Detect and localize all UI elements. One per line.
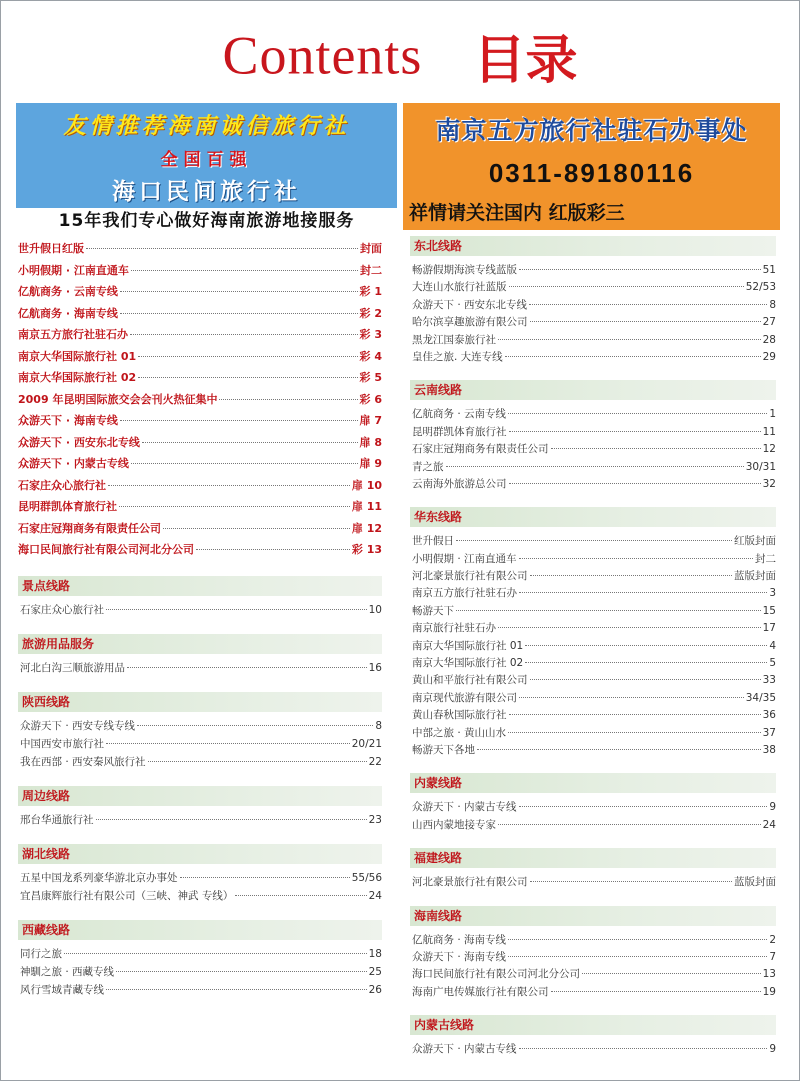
dot-leader [509,483,761,484]
dot-leader [508,939,767,940]
dot-leader [509,431,761,432]
toc-entry[interactable] [18,305,382,327]
dot-leader [127,667,367,668]
entry-page: 24 [368,889,382,902]
dot-leader [120,420,358,421]
dot-leader [64,953,367,954]
entry-name: 石家庄冠翔商务有限责任公司 [18,521,161,535]
toc-entry[interactable] [410,551,776,568]
toc-entry[interactable] [410,459,776,476]
dot-leader [530,575,733,576]
entry-name: 石家庄众心旅行社 [18,478,106,492]
route-section [18,786,382,830]
entry-page: 20/21 [351,737,382,750]
toc-entry[interactable] [410,1041,776,1058]
toc-entry[interactable] [18,326,382,348]
entry-name: 海口民间旅行社有限公司河北分公司 [412,968,580,981]
toc-entry[interactable] [18,812,382,830]
entry-name: 海南广电传媒旅行社有限公司 [412,985,549,998]
entry-page: 扉 11 [351,500,382,513]
entry-page: 红版封面 [734,535,776,548]
entry-name: 亿航商务 · 云南专线 [18,285,118,298]
section-list [18,602,382,620]
entry-name: 畅游天下 [412,604,454,617]
toc-entry[interactable] [410,672,776,689]
dot-leader [525,662,767,663]
section-list [410,932,776,1002]
dot-leader [456,610,761,611]
section-list [18,870,382,906]
entry-name: 南京大华国际旅行社 01 [18,349,137,363]
dot-leader [119,506,350,507]
toc-entry[interactable] [410,314,776,331]
toc-entry[interactable] [18,283,382,305]
toc-entry[interactable] [410,817,776,834]
dot-leader [519,269,761,270]
banner-right-note: 祥情请关注国内 红版彩三 [409,202,625,224]
entry-name: 亿航商务 · 云南专线 [412,408,507,421]
entry-page: 彩 2 [359,306,382,320]
entry-page: 18 [368,947,382,960]
dot-leader [96,819,367,820]
toc-entry[interactable] [410,585,776,602]
route-section [18,634,382,678]
toc-entry[interactable] [410,349,776,366]
entry-page: 37 [762,726,776,739]
section-heading: 陕西线路 [18,692,382,712]
toc-entry[interactable] [410,874,776,891]
entry-name: 世升假日红版 [18,242,84,255]
toc-entry[interactable] [410,332,776,349]
toc-entry[interactable] [410,984,776,1001]
entry-page: 33 [762,674,776,687]
dot-leader [137,725,373,726]
entry-page: 10 [368,603,382,616]
dot-leader [120,291,358,292]
toc-entry[interactable] [410,742,776,759]
entry-name: 黄山和平旅行社有限公司 [412,674,528,687]
route-section [410,773,776,834]
toc-entry[interactable] [18,964,382,982]
entry-page: 34/35 [745,691,776,704]
banner-left-badge: 全国百强 [160,150,253,170]
toc-entry[interactable] [410,297,776,314]
dot-leader [498,339,761,340]
entry-name: 河北豪景旅行社有限公司 [412,570,528,583]
entry-page: 51 [762,264,776,276]
entry-name: 海口民间旅行社有限公司河北分公司 [18,543,194,556]
entry-name: 众游天下 · 西安专线专线 [20,719,136,732]
toc-entry[interactable] [18,982,382,1000]
toc-entry[interactable] [410,476,776,493]
dot-leader [142,442,358,443]
dot-leader [106,989,367,990]
entry-page: 8 [375,719,382,732]
entry-page: 9 [769,1043,776,1056]
toc-entry[interactable] [410,279,776,296]
section-list [410,1041,776,1058]
entry-page: 15 [762,604,776,617]
toc-entry[interactable] [410,620,776,637]
entry-name: 石家庄冠翔商务有限责任公司 [412,443,549,456]
dot-leader [519,592,767,593]
dot-leader [138,356,357,357]
dot-leader [509,714,761,715]
dot-leader [86,248,358,249]
entry-page: 封二 [755,552,776,565]
dot-leader [138,377,357,378]
entry-name: 亿航商务 · 海南专线 [18,306,118,320]
route-section [410,236,776,366]
section-heading: 福建线路 [410,848,776,868]
entry-name: 昆明群凯体育旅行社 [18,500,117,513]
entry-page: 扉 8 [359,435,382,449]
section-heading: 华东线路 [410,507,776,527]
title-zh: 目录 [473,31,578,91]
dot-leader [106,609,367,610]
toc-entry[interactable] [410,406,776,423]
toc-entry[interactable] [18,434,382,456]
section-list [18,946,382,1000]
entry-name: 众游天下 · 内蒙古专线 [18,457,129,470]
toc-entry[interactable] [410,949,776,966]
entry-name: 世升假日 [412,535,454,548]
section-list [18,660,382,678]
banner-right-title: 南京五方旅行社驻石办事处 [435,116,748,145]
entry-name: 山西内蒙地接专家 [412,818,496,831]
toc-entry[interactable] [410,690,776,707]
dot-leader [519,697,744,698]
toc-entry[interactable] [410,655,776,672]
entry-name: 石家庄众心旅行社 [20,603,104,616]
section-heading: 云南线路 [410,380,776,400]
entry-name: 我在西部 · 西安秦风旅行社 [20,755,146,768]
toc-entry[interactable] [410,533,776,550]
entry-name: 众游天下 · 西安东北专线 [18,435,140,449]
toc-entry[interactable] [18,348,382,370]
dot-leader [131,270,358,271]
toc-entry[interactable] [18,660,382,678]
entry-name: 邢台华通旅行社 [20,813,94,826]
route-section [18,692,382,772]
section-heading: 内蒙古线路 [410,1015,776,1035]
dot-leader [120,313,358,314]
entry-name: 河北白沟三顺旅游用品 [20,661,125,674]
entry-name: 黑龙江国泰旅行社 [412,333,496,346]
entry-page: 彩 6 [359,392,382,406]
entry-page: 16 [368,661,382,674]
toc-entry[interactable] [18,498,382,520]
entry-name: 河北豪景旅行社有限公司 [412,876,528,889]
entry-page: 25 [368,965,382,978]
entry-page: 5 [769,657,776,670]
entry-page: 11 [762,425,776,438]
featured-list [18,240,382,563]
entry-page: 2 [769,933,776,946]
entry-page: 29 [762,350,776,363]
section-heading: 东北线路 [410,236,776,256]
dot-leader [508,732,761,733]
dot-leader [235,895,366,896]
dot-leader [508,956,767,957]
entry-name: 众游天下 · 内蒙古专线 [412,801,517,814]
toc-entry[interactable] [410,799,776,816]
entry-page: 彩 5 [359,371,382,384]
entry-name: 南京大华国际旅行社 01 [412,639,524,652]
dot-leader [530,679,761,680]
entry-name: 南京五方旅行社驻石办 [412,587,517,600]
entry-page: 彩 1 [359,285,382,298]
toc-entry[interactable] [18,477,382,499]
toc-entry[interactable] [410,568,776,585]
entry-page: 扉 7 [359,414,382,427]
route-section [18,576,382,620]
toc-entry[interactable] [18,455,382,477]
route-section [18,920,382,1000]
dot-leader [508,413,767,414]
dot-leader [519,806,768,807]
dot-leader [509,286,744,287]
entry-name: 皇佳之旅. 大连专线 [412,350,503,363]
entry-name: 亿航商务 · 海南专线 [412,933,507,946]
entry-name: 众游天下 · 海南专线 [412,950,507,963]
banner-left-tagline: 15年我们专心做好海南旅游地接服务 [16,208,397,235]
toc-entry[interactable] [410,966,776,983]
entry-page: 24 [762,818,776,831]
entry-name: 2009 年昆明国际旅交会会刊火热征集中 [18,392,218,406]
section-list [410,533,776,759]
dot-leader [456,540,732,541]
entry-page: 扉 10 [351,478,382,492]
entry-page: 13 [762,968,776,981]
entry-name: 哈尔滨享趣旅游有限公司 [412,316,528,329]
dot-leader [551,448,761,449]
section-heading: 湖北线路 [18,844,382,864]
entry-page: 26 [368,983,382,996]
banner-left-agency-name: 海口民间旅行社 [112,179,301,205]
section-list [410,406,776,493]
entry-page: 28 [762,333,776,346]
entry-name: 南京现代旅游有限公司 [412,691,517,704]
toc-entry[interactable] [410,262,776,279]
toc-entry[interactable] [18,718,382,736]
route-section [410,1015,776,1058]
banner-haikou-agency [16,103,397,235]
left-sections [18,576,382,1000]
entry-page: 蓝版封面 [734,570,776,583]
dot-leader [505,356,761,357]
dot-leader [551,991,761,992]
dot-leader [108,485,350,486]
entry-page: 12 [762,443,776,456]
dot-leader [582,973,761,974]
entry-page: 19 [762,985,776,998]
entry-page: 9 [769,801,776,814]
dot-leader [519,1048,768,1049]
entry-name: 南京大华国际旅行社 02 [412,657,524,670]
entry-page: 36 [762,709,776,722]
toc-entry[interactable] [410,603,776,620]
section-list [410,262,776,366]
dot-leader [130,334,358,335]
entry-name: 畅游假期海滨专线蓝版 [412,264,517,276]
toc-entry[interactable] [18,888,382,906]
title-en: Contents [222,25,423,86]
entry-page: 55/56 [351,871,382,884]
route-section [410,906,776,1002]
entry-name: 宜昌康辉旅行社有限公司（三峡、神武 专线） [20,889,234,902]
toc-entry[interactable] [410,638,776,655]
entry-name: 风行雪域青藏专线 [20,983,104,996]
toc-entry[interactable] [410,424,776,441]
entry-page: 32 [762,477,776,490]
toc-entry[interactable] [410,441,776,458]
section-list [18,718,382,772]
toc-entry[interactable] [18,541,382,563]
toc-entry[interactable] [18,520,382,542]
route-section [410,507,776,759]
entry-name: 中国西安市旅行社 [20,737,104,750]
toc-entry[interactable] [410,932,776,949]
toc-entry[interactable] [18,412,382,434]
dot-leader [530,321,761,322]
toc-entry[interactable] [18,946,382,964]
toc-entry[interactable] [18,262,382,284]
entry-page: 27 [762,316,776,329]
left-column [18,240,382,1014]
entry-page: 1 [769,408,776,421]
section-heading: 旅游用品服务 [18,634,382,654]
right-column [410,236,776,1073]
section-heading: 周边线路 [18,786,382,806]
section-heading: 内蒙线路 [410,773,776,793]
entry-page: 8 [769,298,776,311]
entry-name: 众游天下 · 海南专线 [18,414,118,427]
entry-page: 30/31 [745,460,776,473]
section-list [18,812,382,830]
entry-page: 扉 12 [351,521,382,535]
toc-entry[interactable] [18,754,382,772]
page-title [0,18,800,93]
entry-name: 同行之旅 [20,947,62,960]
dot-leader [196,549,350,550]
entry-name: 五星中国龙系列豪华游北京办事处 [20,871,178,884]
entry-name: 黄山春秋国际旅行社 [412,709,507,722]
banner-nanjing-office [403,103,780,230]
entry-page: 3 [769,587,776,600]
toc-entry[interactable] [18,602,382,620]
entry-name: 神馴之旅 · 西藏专线 [20,965,115,978]
toc-entry[interactable] [18,870,382,888]
section-heading: 海南线路 [410,906,776,926]
entry-name: 昆明群凯体育旅行社 [412,425,507,438]
dot-leader [446,466,744,467]
toc-entry[interactable] [18,369,382,391]
entry-name: 中部之旅 · 黄山山水 [412,726,507,739]
entry-name: 南京大华国际旅行社 02 [18,371,137,384]
entry-name: 云南海外旅游总公司 [412,477,507,490]
entry-name: 畅游天下各地 [412,743,475,756]
entry-page: 22 [368,755,382,768]
dot-leader [529,304,767,305]
entry-name: 众游天下 · 内蒙古专线 [412,1043,517,1056]
entry-page: 彩 3 [359,328,382,341]
dot-leader [477,749,761,750]
toc-entry[interactable] [410,707,776,724]
entry-name: 青之旅 [412,460,444,473]
banner-right-phone: 0311-89180116 [488,158,695,188]
dot-leader [498,627,761,628]
dot-leader [530,881,733,882]
dot-leader [219,399,357,400]
route-section [18,844,382,906]
dot-leader [148,761,367,762]
dot-leader [519,558,753,559]
section-list [410,799,776,834]
section-list [410,874,776,891]
entry-page: 彩 13 [351,543,382,556]
entry-page: 封二 [360,263,382,277]
entry-name: 南京旅行社驻石办 [412,622,496,635]
section-heading: 景点线路 [18,576,382,596]
entry-page: 扉 9 [359,457,382,470]
banner-left-slogan: 友情推荐海南诚信旅行社 [63,114,350,139]
entry-page: 彩 4 [359,349,382,363]
entry-page: 封面 [360,242,382,255]
toc-entry[interactable] [18,391,382,413]
dot-leader [131,463,358,464]
dot-leader [180,877,350,878]
entry-page: 38 [762,743,776,756]
route-section [410,380,776,493]
dot-leader [525,645,767,646]
dot-leader [163,528,350,529]
toc-entry[interactable] [410,725,776,742]
route-section [410,848,776,891]
toc-entry[interactable] [18,240,382,262]
section-heading: 西藏线路 [18,920,382,940]
entry-name: 南京五方旅行社驻石办 [18,328,128,341]
dot-leader [116,971,367,972]
entry-page: 23 [368,813,382,826]
entry-page: 蓝版封面 [734,876,776,889]
entry-page: 4 [769,639,776,652]
dot-leader [498,824,761,825]
entry-page: 17 [762,622,776,635]
entry-name: 小明假期 · 江南直通车 [412,552,517,565]
entry-name: 大连山水旅行社蓝版 [412,281,507,294]
entry-page: 7 [769,950,776,963]
dot-leader [106,743,350,744]
toc-entry[interactable] [18,736,382,754]
entry-page: 52/53 [745,281,776,294]
entry-name: 小明假期 · 江南直通车 [18,263,129,277]
entry-name: 众游天下 · 西安东北专线 [412,298,528,311]
